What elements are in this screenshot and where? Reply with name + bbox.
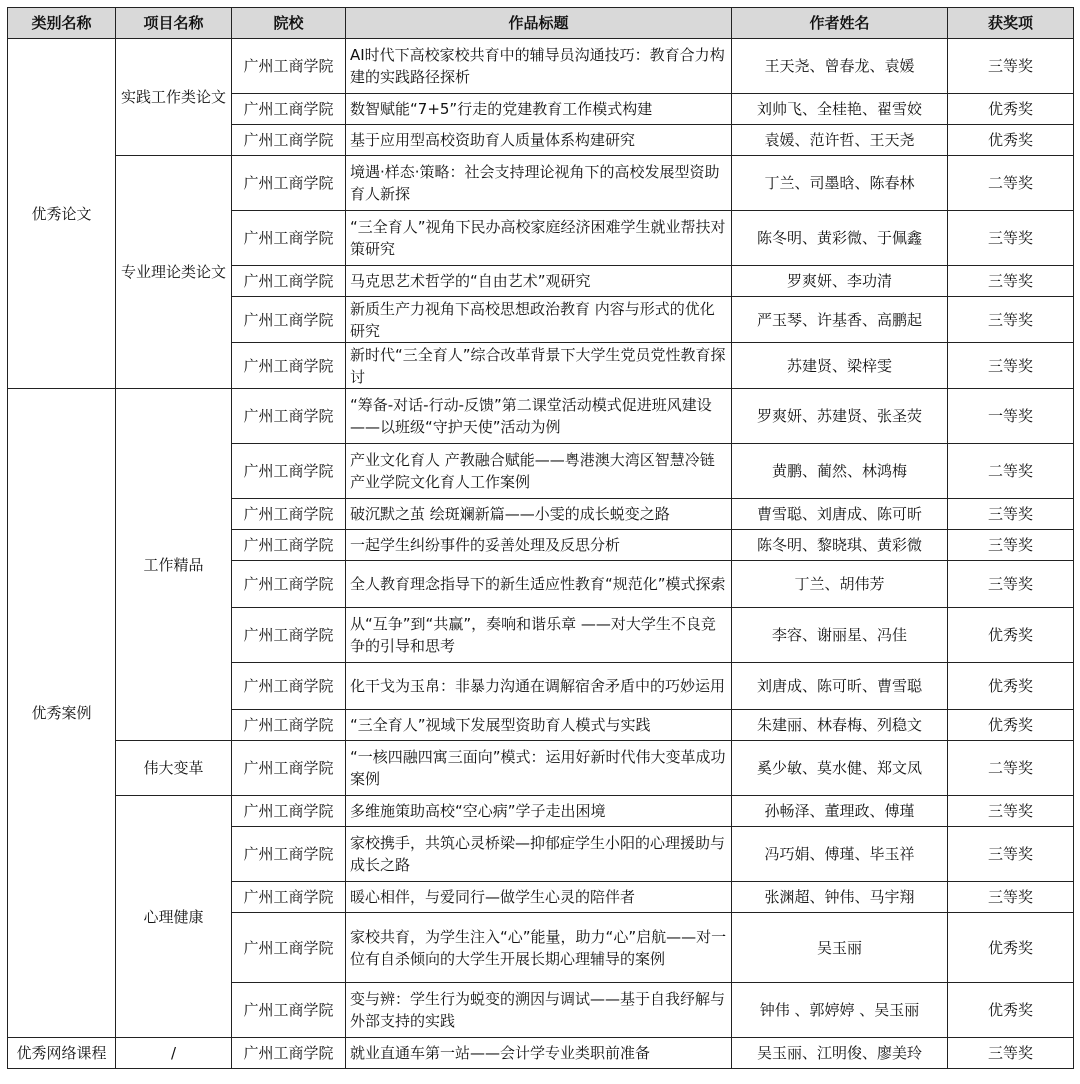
award-cell: 三等奖 — [948, 499, 1074, 530]
award-cell: 优秀奖 — [948, 608, 1074, 663]
category-cell: 优秀论文 — [8, 39, 116, 389]
category-cell: 优秀案例 — [8, 389, 116, 1038]
school-cell: 广州工商学院 — [232, 530, 346, 561]
school-cell: 广州工商学院 — [232, 297, 346, 343]
award-cell: 三等奖 — [948, 39, 1074, 94]
authors-cell: 吴玉丽 — [732, 913, 948, 983]
award-cell: 三等奖 — [948, 796, 1074, 827]
title-cell: 基于应用型高校资助育人质量体系构建研究 — [346, 125, 732, 156]
school-cell: 广州工商学院 — [232, 444, 346, 499]
authors-cell: 严玉琴、许基香、高鹏起 — [732, 297, 948, 343]
school-cell: 广州工商学院 — [232, 561, 346, 608]
authors-cell: 罗爽妍、苏建贤、张圣荧 — [732, 389, 948, 444]
authors-cell: 丁兰、司墨晗、陈春林 — [732, 156, 948, 211]
award-cell: 优秀奖 — [948, 125, 1074, 156]
title-cell: “筹备-对话-行动-反馈”第二课堂活动模式促进班风建设——以班级“守护天使”活动为例 — [346, 389, 732, 444]
title-cell: AI时代下高校家校共育中的辅导员沟通技巧：教育合力构建的实践路径探析 — [346, 39, 732, 94]
title-cell: 全人教育理念指导下的新生适应性教育“规范化”模式探索 — [346, 561, 732, 608]
school-cell: 广州工商学院 — [232, 663, 346, 710]
project-cell: 伟大变革 — [116, 741, 232, 796]
project-cell: 实践工作类论文 — [116, 39, 232, 156]
authors-cell: 李容、谢丽星、冯佳 — [732, 608, 948, 663]
header-row — [8, 8, 1074, 39]
award-cell: 优秀奖 — [948, 913, 1074, 983]
school-cell: 广州工商学院 — [232, 156, 346, 211]
authors-cell: 孙畅泽、董理政、傅瑾 — [732, 796, 948, 827]
project-cell: / — [116, 1038, 232, 1069]
authors-cell: 冯巧娟、傅瑾、毕玉祥 — [732, 827, 948, 882]
header-authors: 作者姓名 — [732, 8, 948, 39]
title-cell: 化干戈为玉帛：非暴力沟通在调解宿舍矛盾中的巧妙运用 — [346, 663, 732, 710]
authors-cell: 袁媛、范许哲、王天尧 — [732, 125, 948, 156]
table-row — [8, 389, 1074, 444]
title-cell: 家校携手，共筑心灵桥梁—抑郁症学生小阳的心理援助与成长之路 — [346, 827, 732, 882]
authors-cell: 黄鹏、蔺然、林鸿梅 — [732, 444, 948, 499]
header-title: 作品标题 — [346, 8, 732, 39]
title-cell: “三全育人”视域下发展型资助育人模式与实践 — [346, 710, 732, 741]
authors-cell: 曹雪聪、刘唐成、陈可昕 — [732, 499, 948, 530]
school-cell: 广州工商学院 — [232, 39, 346, 94]
school-cell: 广州工商学院 — [232, 1038, 346, 1069]
school-cell: 广州工商学院 — [232, 211, 346, 266]
title-cell: 马克思艺术哲学的“自由艺术”观研究 — [346, 266, 732, 297]
award-cell: 三等奖 — [948, 530, 1074, 561]
awards-table — [7, 7, 1074, 1069]
award-cell: 三等奖 — [948, 827, 1074, 882]
title-cell: 新质生产力视角下高校思想政治教育 内容与形式的优化研究 — [346, 297, 732, 343]
award-cell: 优秀奖 — [948, 663, 1074, 710]
award-cell: 优秀奖 — [948, 94, 1074, 125]
category-cell: 优秀网络课程 — [8, 1038, 116, 1069]
title-cell: 从“互争”到“共赢”，奏响和谐乐章 ——对大学生不良竞争的引导和思考 — [346, 608, 732, 663]
school-cell: 广州工商学院 — [232, 913, 346, 983]
project-cell: 心理健康 — [116, 796, 232, 1038]
header-project: 项目名称 — [116, 8, 232, 39]
title-cell: 家校共育，为学生注入“心”能量，助力“心”启航——对一位有自杀倾向的大学生开展长期心理辅导的案例 — [346, 913, 732, 983]
title-cell: 一起学生纠纷事件的妥善处理及反思分析 — [346, 530, 732, 561]
school-cell: 广州工商学院 — [232, 827, 346, 882]
school-cell: 广州工商学院 — [232, 389, 346, 444]
authors-cell: 吴玉丽、江明俊、廖美玲 — [732, 1038, 948, 1069]
authors-cell: 王天尧、曾春龙、袁媛 — [732, 39, 948, 94]
title-cell: 新时代“三全育人”综合改革背景下大学生党员党性教育探讨 — [346, 343, 732, 389]
school-cell: 广州工商学院 — [232, 608, 346, 663]
authors-cell: 丁兰、胡伟芳 — [732, 561, 948, 608]
school-cell: 广州工商学院 — [232, 882, 346, 913]
table-row — [8, 741, 1074, 796]
authors-cell: 苏建贤、梁梓雯 — [732, 343, 948, 389]
school-cell: 广州工商学院 — [232, 94, 346, 125]
header-category: 类别名称 — [8, 8, 116, 39]
title-cell: 暖心相伴，与爱同行—做学生心灵的陪伴者 — [346, 882, 732, 913]
header-school: 院校 — [232, 8, 346, 39]
school-cell: 广州工商学院 — [232, 741, 346, 796]
table-row — [8, 39, 1074, 94]
authors-cell: 奚少敏、莫水健、郑文凤 — [732, 741, 948, 796]
title-cell: 境遇·样态·策略：社会支持理论视角下的高校发展型资助育人新探 — [346, 156, 732, 211]
school-cell: 广州工商学院 — [232, 983, 346, 1038]
award-cell: 三等奖 — [948, 343, 1074, 389]
title-cell: 产业文化育人 产教融合赋能——粤港澳大湾区智慧冷链产业学院文化育人工作案例 — [346, 444, 732, 499]
title-cell: 就业直通车第一站——会计学专业类职前准备 — [346, 1038, 732, 1069]
award-cell: 二等奖 — [948, 156, 1074, 211]
authors-cell: 刘帅飞、全桂艳、翟雪姣 — [732, 94, 948, 125]
title-cell: “一核四融四寓三面向”模式：运用好新时代伟大变革成功案例 — [346, 741, 732, 796]
school-cell: 广州工商学院 — [232, 125, 346, 156]
authors-cell: 张渊超、钟伟、马宇翔 — [732, 882, 948, 913]
award-cell: 二等奖 — [948, 741, 1074, 796]
award-cell: 三等奖 — [948, 266, 1074, 297]
project-cell: 工作精品 — [116, 389, 232, 741]
award-cell: 优秀奖 — [948, 983, 1074, 1038]
award-cell: 三等奖 — [948, 297, 1074, 343]
title-cell: 数智赋能“7+5”行走的党建教育工作模式构建 — [346, 94, 732, 125]
school-cell: 广州工商学院 — [232, 343, 346, 389]
school-cell: 广州工商学院 — [232, 499, 346, 530]
school-cell: 广州工商学院 — [232, 796, 346, 827]
school-cell: 广州工商学院 — [232, 710, 346, 741]
table-row — [8, 156, 1074, 211]
table-row — [8, 1038, 1074, 1069]
title-cell: 变与辨：学生行为蜕变的溯因与调试——基于自我纾解与外部支持的实践 — [346, 983, 732, 1038]
header-award: 获奖项 — [948, 8, 1074, 39]
award-cell: 三等奖 — [948, 211, 1074, 266]
project-cell: 专业理论类论文 — [116, 156, 232, 389]
authors-cell: 朱建丽、林春梅、列稳文 — [732, 710, 948, 741]
award-cell: 一等奖 — [948, 389, 1074, 444]
title-cell: “三全育人”视角下民办高校家庭经济困难学生就业帮扶对策研究 — [346, 211, 732, 266]
school-cell: 广州工商学院 — [232, 266, 346, 297]
authors-cell: 陈冬明、黄彩微、于佩鑫 — [732, 211, 948, 266]
authors-cell: 陈冬明、黎晓琪、黄彩微 — [732, 530, 948, 561]
award-cell: 优秀奖 — [948, 710, 1074, 741]
award-cell: 三等奖 — [948, 561, 1074, 608]
authors-cell: 罗爽妍、李功清 — [732, 266, 948, 297]
award-cell: 三等奖 — [948, 1038, 1074, 1069]
award-cell: 三等奖 — [948, 882, 1074, 913]
authors-cell: 钟伟 、郭婷婷 、吴玉丽 — [732, 983, 948, 1038]
title-cell: 破沉默之茧 绘斑斓新篇——小雯的成长蜕变之路 — [346, 499, 732, 530]
award-cell: 二等奖 — [948, 444, 1074, 499]
title-cell: 多维施策助高校“空心病”学子走出困境 — [346, 796, 732, 827]
authors-cell: 刘唐成、陈可昕、曹雪聪 — [732, 663, 948, 710]
table-row — [8, 796, 1074, 827]
